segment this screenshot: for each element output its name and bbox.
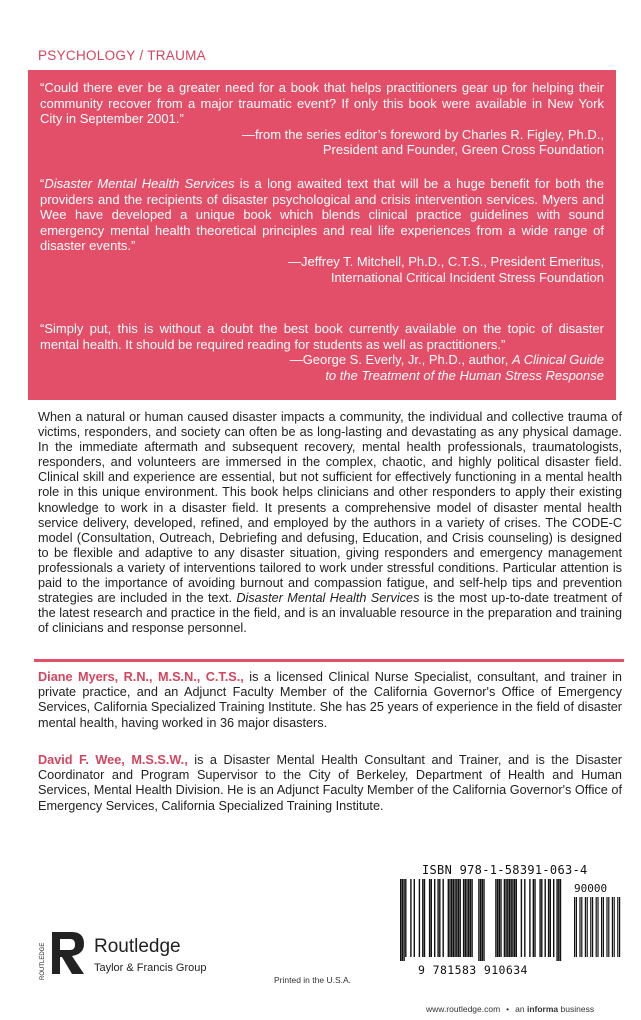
author-bio-2: David F. Wee, M.S.S.W., is a Disaster Mental Health Consultant and Trainer, and is the Disaster Coordinator and Program Supervisor to the City of Berkeley, Department of Health and Human Services, Mental Health Division. He is an Adjunct Faculty Member of the California Governor's Office of Emergency Services, California Specialized Training Institute. [38, 753, 622, 813]
barcode-bar [608, 897, 609, 957]
barcode-bar [454, 879, 455, 957]
publisher-name: Routledge [94, 936, 181, 957]
barcode-bar [437, 879, 438, 957]
endorsement-1-attribution-line2: President and Founder, Green Cross Foundation [322, 142, 604, 158]
category-label: PSYCHOLOGY / TRAUMA [38, 48, 206, 63]
barcode-bar [443, 879, 444, 957]
barcode-bar [548, 879, 549, 957]
endorsement-2-attribution-line1: —Jeffrey T. Mitchell, Ph.D., C.T.S., President Emeritus, [288, 253, 604, 269]
barcode-bar [545, 879, 546, 957]
footer-website: www.routledge.com • an informa business [426, 1004, 595, 1014]
barcode-bar [553, 879, 554, 957]
barcode-bar [480, 879, 481, 961]
barcode-bar [529, 879, 530, 957]
endorsement-3-attribution-line2: to the Treatment of the Human Stress Response [325, 367, 604, 383]
barcode-bar [590, 897, 591, 957]
barcode-bar [424, 879, 425, 957]
barcode-digits: 9 781583 910634 [418, 963, 528, 977]
barcode-bar [402, 879, 403, 961]
barcode-bar [403, 879, 404, 961]
barcode-bar [471, 879, 472, 957]
barcode-bar [463, 879, 464, 957]
barcode-bar [509, 879, 510, 957]
barcode-bar [422, 879, 423, 957]
barcode-bar [587, 897, 588, 957]
barcode-bar [592, 897, 593, 957]
price-code: 90000 [574, 882, 608, 895]
book-title: Disaster Mental Health Services [44, 176, 235, 191]
barcode-bar [482, 879, 483, 961]
barcode-bar [533, 879, 534, 957]
barcode-bar [596, 897, 597, 957]
barcode-bar [556, 879, 557, 961]
barcode-bar [429, 879, 430, 957]
printed-in-label: Printed in the U.S.A. [274, 975, 352, 985]
barcode-bar [558, 879, 559, 961]
author-name: David F. Wee, M.S.S.W., [38, 753, 188, 767]
barcode-bar [585, 897, 586, 957]
barcode-bar [499, 879, 500, 957]
endorsement-2-text: “Disaster Mental Health Services is a long awaited text that will be a huge benefit for both the providers and the recipients of disaster psychological and crisis intervention services. Myers and Wee have developed a unique book which blends clinical practice guidelines with sound emergency mental health theoretical principles and real life experiences from a wide range of disaster events.” [40, 176, 604, 254]
barcode-bar [617, 897, 618, 957]
barcode-bar [601, 897, 602, 957]
barcode-bar [550, 879, 551, 957]
barcode-bar [497, 879, 498, 957]
barcode-bar [612, 897, 613, 957]
barcode-bar [534, 879, 535, 957]
barcode-bar [507, 879, 508, 957]
barcode-bar [468, 879, 469, 957]
barcode-bar [539, 879, 540, 957]
barcode-bar [456, 879, 457, 957]
barcode-bar [400, 879, 401, 961]
logo-vertical-text: ROUTLEDGE [40, 942, 46, 980]
barcode-bar [560, 879, 561, 961]
barcode-bar [478, 879, 479, 961]
barcode-bar [597, 897, 598, 957]
barcode-bar [619, 897, 620, 957]
endorsement-3-text: “Simply put, this is without a doubt the best book currently available on the topic of disaster mental health. It should be required reading for students as well as practitioners.” [40, 321, 604, 352]
barcode-bar [524, 879, 525, 957]
barcode-bar [495, 879, 496, 957]
barcode-bar [453, 879, 454, 957]
publisher-group: Taylor & Francis Group [94, 962, 207, 974]
endorsement-2 [40, 176, 604, 321]
endorsement-1 [40, 80, 604, 176]
barcode-bar [514, 879, 515, 957]
barcode-bar [405, 879, 406, 957]
barcode-bar [521, 879, 522, 957]
routledge-logo-icon [38, 928, 88, 984]
barcode-bar [419, 879, 420, 957]
barcode-bar [431, 879, 432, 957]
barcode-bar [500, 879, 501, 957]
barcode-bar [466, 879, 467, 957]
author-name: Diane Myers, R.N., M.S.N., C.T.S., [38, 670, 244, 684]
barcode-bar [606, 897, 607, 957]
barcode-bar [458, 879, 459, 957]
barcode-bar [448, 879, 449, 957]
informa-brand: informa [526, 1004, 559, 1014]
author-bio-1: Diane Myers, R.N., M.S.N., C.T.S., is a licensed Clinical Nurse Specialist, consultant, and trainer in private practice, and an Adjunct Faculty Member of the California Governor's Office of Emergency Services, California Specialized Training Institute. She has 25 years of experience in the field of disaster mental health, having worked in 36 major disasters. [38, 670, 622, 730]
barcode-bar [574, 897, 575, 957]
isbn-barcode-block [398, 855, 624, 993]
barcode-bar [504, 879, 505, 957]
endorsement-1-attribution-line1: —from the series editor’s foreword by Charles R. Figley, Ph.D., [242, 126, 604, 142]
endorsement-2-attribution-line2: International Critical Incident Stress Foundation [330, 269, 604, 285]
barcode-bar [614, 897, 615, 957]
bullet-separator: • [506, 1004, 510, 1014]
barcode-bar [439, 879, 440, 957]
website-link[interactable]: www.routledge.com [426, 1004, 501, 1014]
barcode-bar [579, 897, 580, 957]
barcode-bar [603, 897, 604, 957]
barcode-bar [516, 879, 517, 957]
barcode-bar [460, 879, 461, 957]
barcode-bar [465, 879, 466, 957]
barcode-bar [483, 879, 484, 961]
endorsement-3 [40, 321, 604, 383]
barcode-bar [541, 879, 542, 957]
book-title: Disaster Mental Health Services [236, 591, 420, 606]
barcode-bar [410, 879, 411, 957]
barcode-bar [434, 879, 435, 957]
barcode-bar [581, 897, 582, 957]
endorsement-1-text: “Could there ever be a greater need for a book that helps practitioners gear up for helping their community recover from a major traumatic event? If only this book were available in New York City in September 2001.” [40, 80, 604, 127]
barcode-bar [449, 879, 450, 957]
barcode-bar [505, 879, 506, 957]
barcode-bar [414, 879, 415, 957]
endorsement-3-attribution-line1: —George S. Everly, Jr., Ph.D., author, A Clinical Guide [289, 352, 604, 368]
endorsements-panel [28, 70, 616, 400]
barcode-bar [470, 879, 471, 957]
barcode-bar [451, 879, 452, 957]
barcode-bar [512, 879, 513, 957]
section-divider [34, 659, 624, 662]
barcode-bar [576, 897, 577, 957]
isbn-label: ISBN 978-1-58391-063-4 [422, 863, 588, 877]
book-description: When a natural or human caused disaster impacts a community, the individual and collective trauma of victims, responders, and society can often be as long-lasting and devastating as any physical damage. In the immediate aftermath and subsequent recovery, mental health professionals, traumatologists, responders, and volunteers are immersed in the complex, chaotic, and highly political disaster field. Clinical skill and experience are essential, but not sufficient for effectively functioning in a mental health role in this unique environment. This book helps clinicians and other responders to apply their existing knowledge to work in a disaster field. It presents a comprehensive model of disaster mental health service delivery, developed, refined, and employed by the authors in a variety of crises. The CODE-C model (Consultation, Outreach, Debriefing and defusing, Education, and Crisis counseling) is designed to be flexible and adaptive to any disaster situation, giving responders and emergency management professionals a variety of interventions tailored to work under stressful conditions. Particular attention is paid to the importance of avoiding burnout and compassion fatigue, and self-help tips and prevention strategies are included in the text. Disaster Mental Health Services is the most up-to-date treatment of the latest research and practice in the field, and is an invaluable resource in the preparation and training of clinicians and response personnel. [38, 410, 622, 636]
barcode-bar [511, 879, 512, 957]
